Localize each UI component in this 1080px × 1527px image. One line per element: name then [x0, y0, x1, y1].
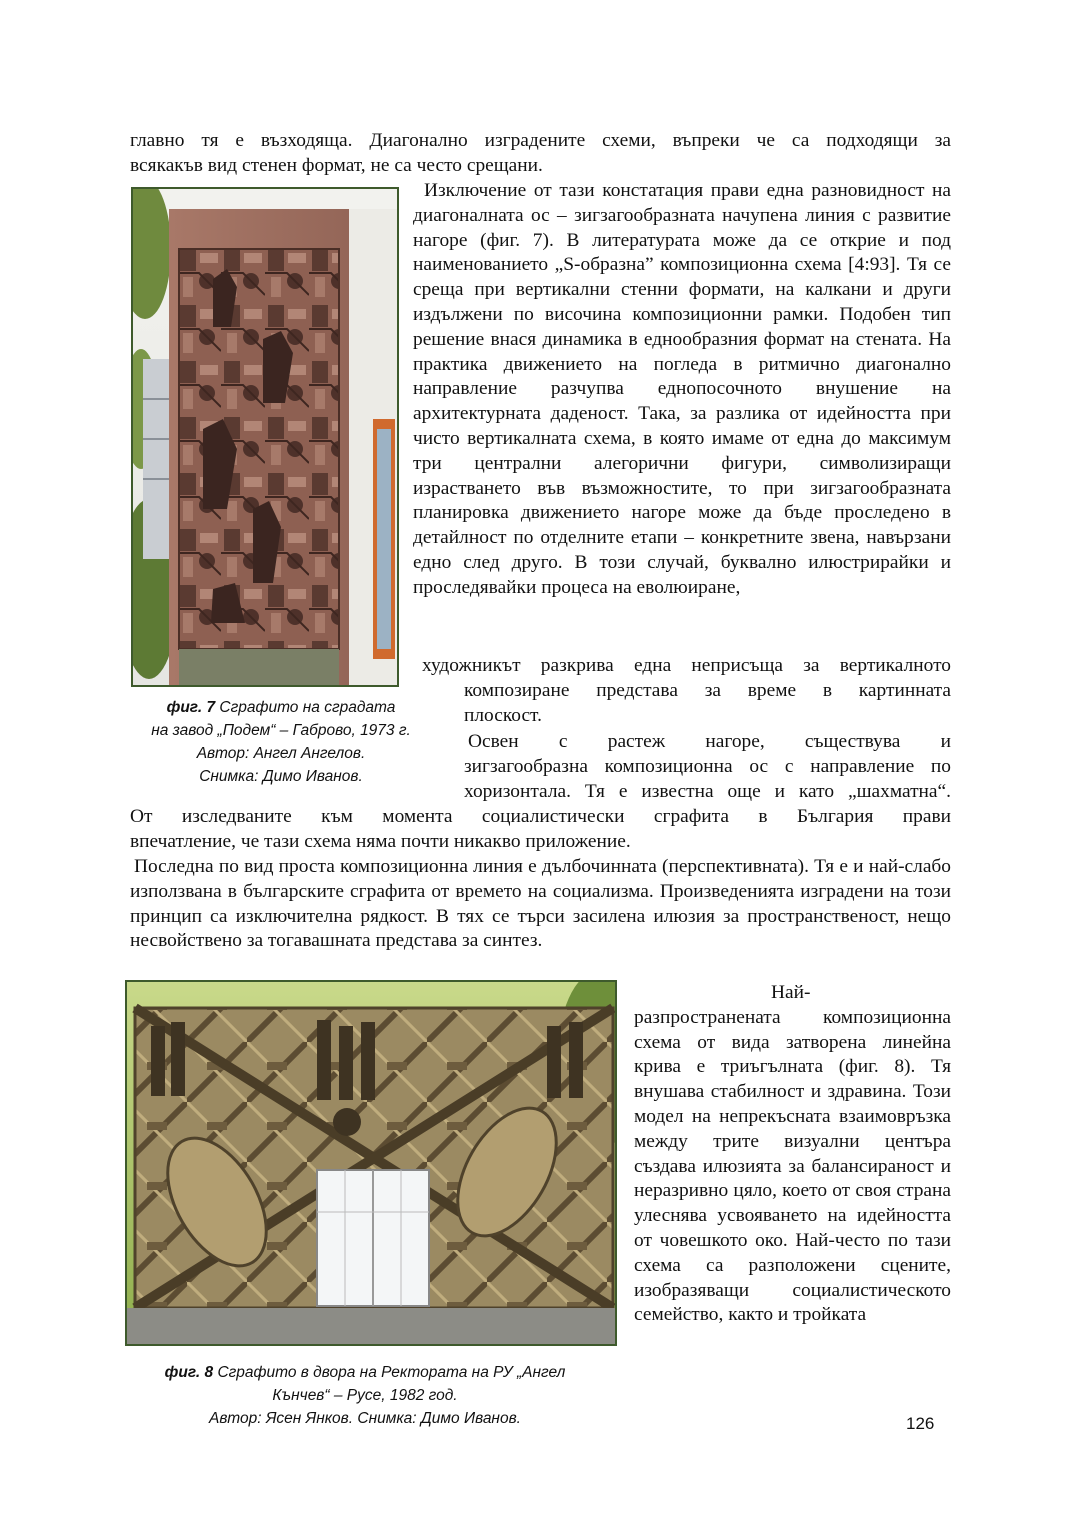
- figure-8-caption: [112, 1361, 618, 1430]
- paragraph-zigzag-line-c: плоскост.: [464, 705, 542, 726]
- intro-line-2: всякакъв вид стенен формат, не са често срещани.: [130, 155, 543, 176]
- intro-line-1: главно тя е възходяща. Диагонално изградените схеми, въпреки че са подходящи за: [130, 130, 951, 151]
- mural-wide-illustration: [127, 982, 615, 1344]
- paragraph-horizontal-line-5: впечатление, че тази схема няма почти никакво приложение.: [130, 831, 631, 852]
- paragraph-perspective: Последна по вид проста композиционна линия е дълбочинната (перспективната). Тя е и най-слабо използвана в българските сграфита от времето на социализма. Произведенията изградени на този принцип са изключителна рядкост. В тях се търси засилена илюзия за пространственост, нещо несвойствено за тогавашната представа за синтез.: [130, 856, 951, 952]
- figure-7-title: Сграфито на сградата: [219, 699, 396, 716]
- mural-tall-illustration: [133, 189, 397, 685]
- figure-7-photo: Снимка: Димо Иванов.: [199, 768, 363, 785]
- figure-7-image: [131, 187, 399, 687]
- paragraph-horizontal-line-2: зигзагообразна композиционна ос с направление по: [464, 756, 951, 777]
- figure-8-title: Сграфито в двора на Ректората на РУ „Ангел: [217, 1364, 566, 1381]
- paragraph-zigzag-line-a: художникът разкрива една неприсъща за вертикалното: [422, 655, 951, 676]
- figure-7-title-2: на завод „Подем“ – Габрово, 1973 г.: [151, 722, 411, 739]
- figure-8-image: [125, 980, 617, 1346]
- paragraph-horizontal-line-4: От изследваните към момента социалистически сграфита в България прави: [130, 806, 951, 827]
- figure-7-author: Автор: Ангел Ангелов.: [196, 745, 366, 762]
- paragraph-triangle: Най-разпространената композиционна схема от вида затворена линейна крива е триъгълната (фиг. 8). Тя внушава стабилност и здравина. Този модел на непрекъсната взаимовръзка между трите визуални центъра създава илюзията за балансираност и неразривно цяло, което от своя страна улеснява усвояването на идейността от човешкото око. Най-често по тази схема са разположени сцените, изобразяващи социалистическото семейство, както и тройката: [634, 982, 951, 1326]
- figure-7-label: фиг. 7: [166, 699, 216, 716]
- figure-7-caption: [118, 696, 444, 788]
- paragraph-zigzag: Изключение от тази констатация прави една разновидност на диагоналната ос – зигзагообразната начупена линия с развитие нагоре (фиг. 7). В литературата може да се открие и под наименованието „S-образна” композиционна схема [4:93]. Тя се среща при вертикални стенни формати, на калкани и други издължени по височина композиционни рамки. Подобен тип решение внася динамика в еднообразния формат на стената. На практика движението на погледа в ритмично диагонално направление разчупва еднопосочното внушение на архитектурната даденост. Така, за разлика от идейността при чисто вертикалната схема, в която имаме от една до максимум три централни алегорични фигури, символизиращи израстването във възможностите, то при зигзагообразната планировка движението нагоре може да бъде проследено в детайлност по отделните етапи – конкретните звена, навързани едно след друго. В този случай, буквално илюстрирайки и проследявайки процеса на еволюиране,: [413, 180, 951, 598]
- paragraph-horizontal-line-1: Освен с растеж нагоре, съществува и: [468, 731, 951, 752]
- figure-8-title-2: Кънчев“ – Русе, 1982 год.: [272, 1387, 458, 1404]
- figure-8-label: фиг. 8: [164, 1364, 214, 1381]
- figure-8-author-photo: Автор: Ясен Янков. Снимка: Димо Иванов.: [209, 1410, 521, 1427]
- page-number: 126: [906, 1414, 935, 1433]
- paragraph-zigzag-line-b: композиране представа за време в картинната: [464, 680, 951, 701]
- paragraph-horizontal-line-3: хоризонтала. Тя е известна още и като „шахматна“.: [464, 781, 951, 802]
